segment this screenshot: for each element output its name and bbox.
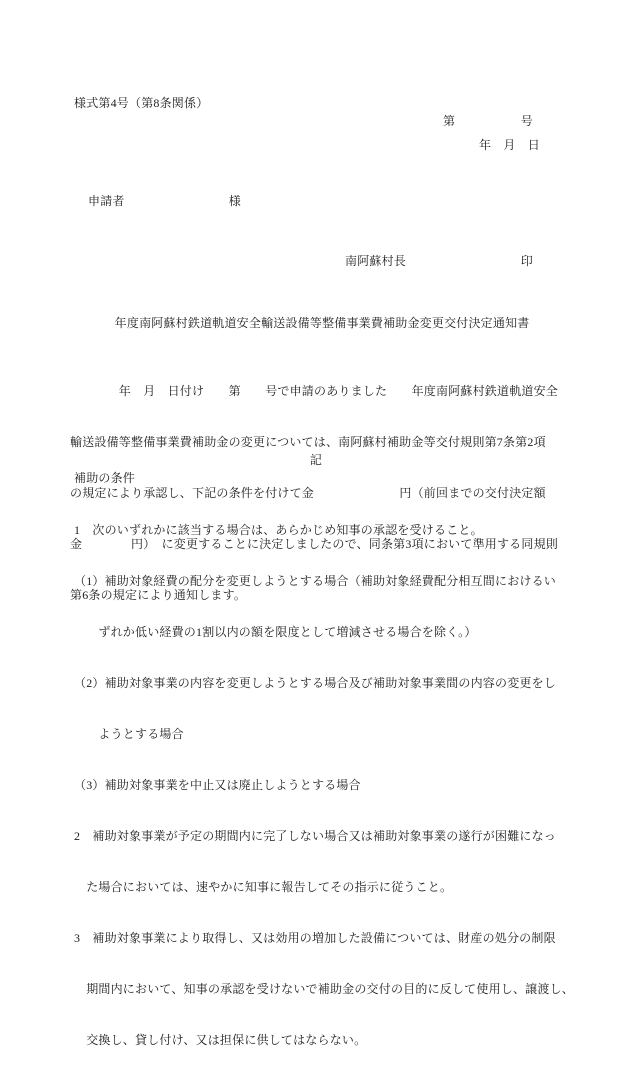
condition-line: （1）補助対象経費の配分を変更しようとする場合（補助対象経費配分相互間におけるい (74, 574, 557, 588)
condition-line: 期間内において、知事の承認を受けないで補助金の交付の目的に反して使用し、譲渡し、 (74, 982, 574, 996)
date-placeholder: 年 月 日 (479, 138, 541, 152)
condition-line: 交換し、貸し付け、又は担保に供してはならない。 (74, 1033, 367, 1047)
addressee-honorific: 様 (228, 194, 241, 208)
condition-line: た場合においては、速やかに知事に報告してその指示に従うこと。 (74, 880, 453, 894)
doc-number-prefix: 第 (443, 114, 456, 128)
body-line: の規定により承認し、下記の条件を付けて金 円（前回までの交付決定額 (70, 486, 546, 500)
condition-line: （2）補助対象事業の内容を変更しようとする場合及び補助対象事業間の内容の変更をし (74, 676, 557, 690)
condition-line: 3 補助対象事業により取得し、又は効用の増加した設備については、財産の処分の制限 (74, 931, 556, 945)
conditions-heading: 補助の条件 (74, 471, 136, 485)
issuer-name: 南阿蘇村長 (345, 254, 407, 268)
condition-line: ずれか低い経費の1割以内の額を限度として増減させる場合を除く。） (74, 625, 477, 639)
issuer-row (345, 252, 533, 269)
addressee-label: 申請者 (88, 194, 125, 208)
doc-number-suffix: 号 (520, 114, 533, 128)
conditions-list (74, 490, 574, 1081)
note-marker: 記 (309, 453, 323, 467)
body-line: 年 月 日付け 第 号で申請のありました 年度南阿蘇村鉄道軌道安全 (70, 384, 559, 398)
condition-line: ようとする場合 (74, 727, 184, 741)
body-line: 第6条の規定により通知します。 (70, 588, 247, 602)
issuer-seal: 印 (520, 254, 533, 268)
condition-line: 2 補助対象事業が予定の期間内に完了しない場合又は補助対象事業の遂行が困難になっ (74, 829, 557, 843)
condition-line: （3）補助対象事業を中止又は廃止しようとする場合 (74, 778, 361, 792)
body-line: 輸送設備等整備事業費補助金の変更については、南阿蘇村補助金等交付規則第7条第2項 (70, 435, 546, 449)
condition-line: 1 次のいずれかに該当する場合は、あらかじめ知事の承認を受けること。 (74, 523, 483, 537)
form-number: 様式第4号（第8条関係） (74, 96, 209, 110)
doc-number-row (443, 112, 533, 129)
body-line: 金 円） に変更することに決定しましたので、同条第3項において準用する同規則 (70, 537, 558, 551)
addressee-row (88, 192, 241, 209)
document-title: 年度南阿蘇村鉄道軌道安全輸送設備等整備事業費補助金変更交付決定通知書 (102, 316, 530, 330)
